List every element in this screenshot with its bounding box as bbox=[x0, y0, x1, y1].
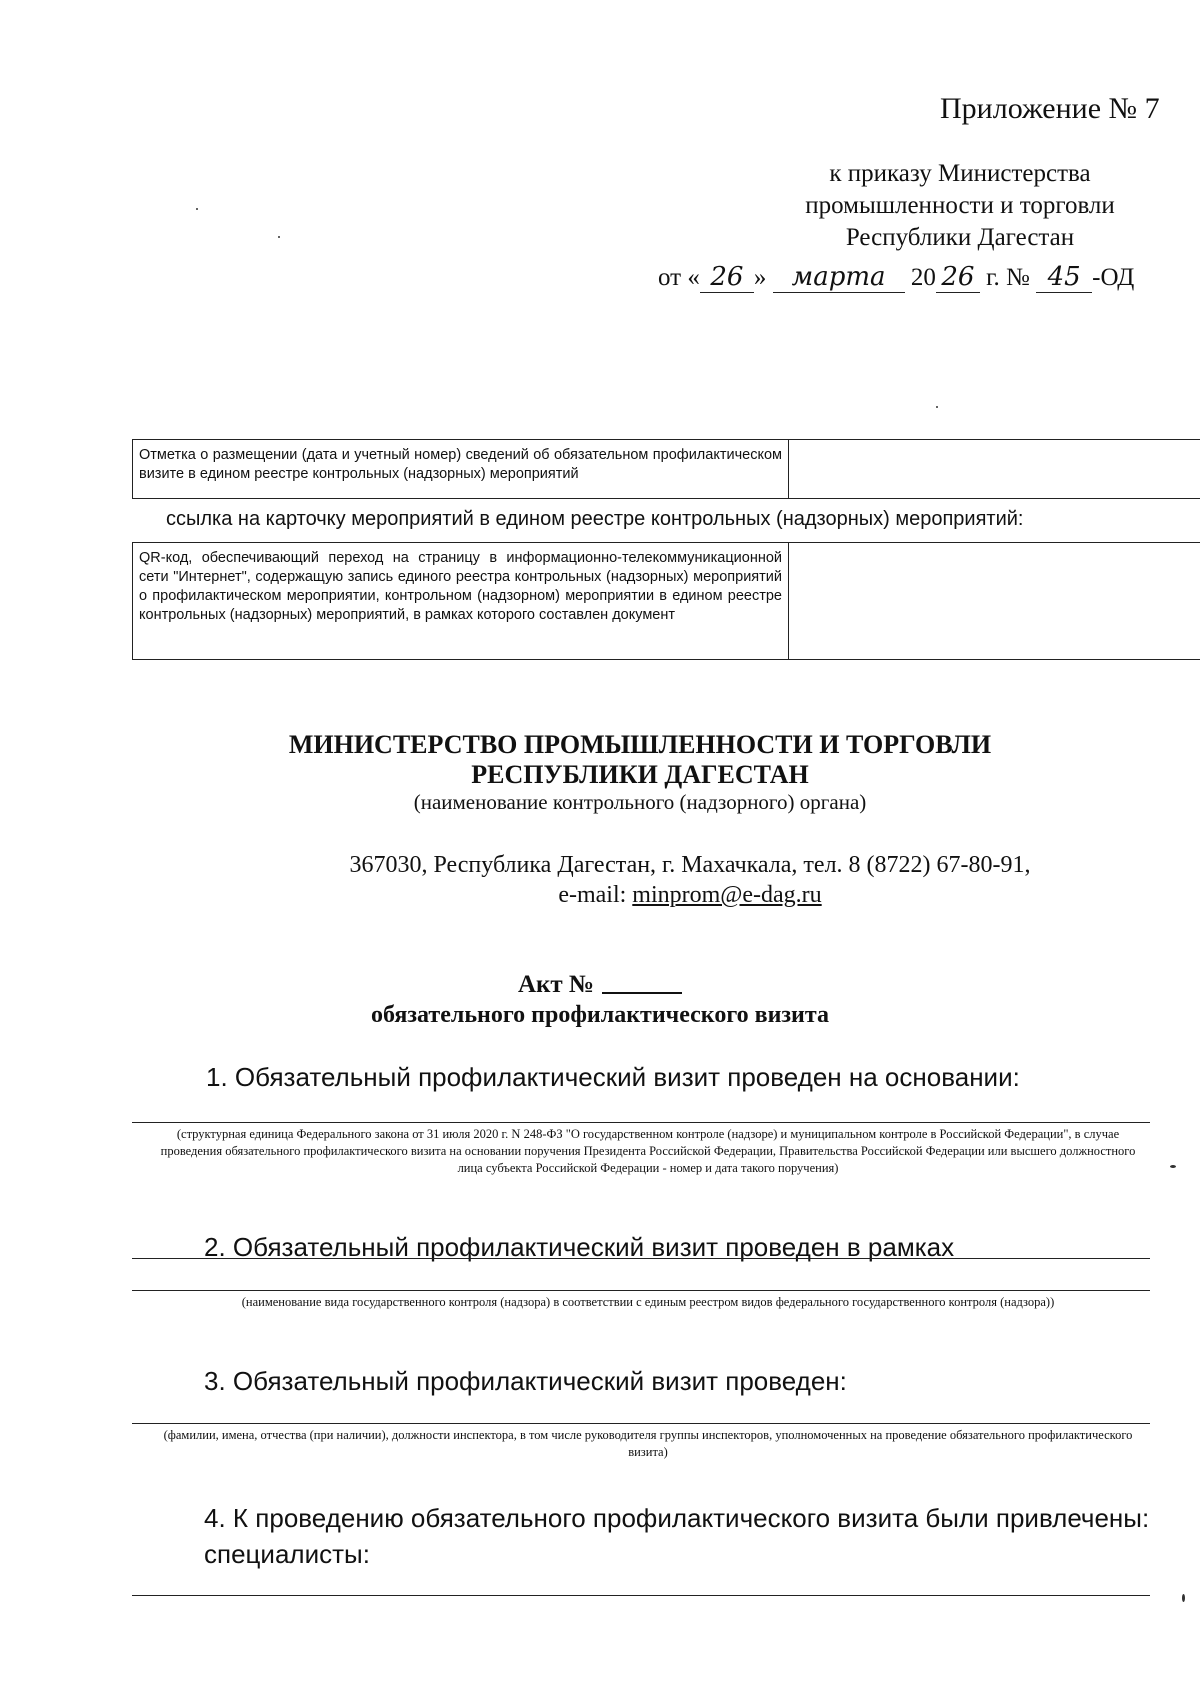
qr-code-label: QR-код, обеспечивающий переход на страницу в информационно-телекоммуникационной сети "Интернет", содержащую запись единого реестра контрольных (надзорных) мероприятий о профилактическом мероприятии, контрольном (надзорном) мероприятии в едином реестре контрольных (надзорных) мероприятий, в рамках которого составлен документ bbox=[133, 543, 789, 659]
section-2-heading: 2. Обязательный профилактический визит проведен в рамках bbox=[204, 1232, 955, 1262]
scan-speck bbox=[1170, 1165, 1176, 1168]
section-3-fill-line bbox=[132, 1423, 1150, 1424]
scan-speck bbox=[936, 406, 938, 408]
ministry-name-line2: РЕСПУБЛИКИ ДАГЕСТАН bbox=[471, 760, 809, 789]
handwritten-order-number: 45 bbox=[1036, 262, 1092, 293]
qr-code-table bbox=[132, 542, 1200, 660]
act-subtitle: обязательного профилактического визита bbox=[371, 1002, 829, 1028]
scan-speck bbox=[278, 236, 280, 238]
section-1-heading: 1. Обязательный профилактический визит проведен на основании: bbox=[206, 1062, 1020, 1092]
email-line bbox=[100, 880, 1200, 910]
section-1-caption: (структурная единица Федерального закона от 31 июля 2020 г. N 248-ФЗ "О государственном контроле (надзоре) и муниципальном контроле в Российской Федерации", в случае проведения обязательного профилактического визита на основании поручения Президента Российской Федерации, Правительства Российской Федерации или высшего должностного лица субъекта Российской Федерации - номер и дата такого поручения) bbox=[160, 1127, 1136, 1175]
section-2-underline bbox=[132, 1258, 1150, 1259]
ministry-name-line1: МИНИСТЕРСТВО ПРОМЫШЛЕННОСТИ И ТОРГОВЛИ bbox=[288, 730, 992, 759]
appendix-title: Приложение № 7 bbox=[940, 92, 1160, 125]
act-number-blank bbox=[602, 968, 682, 994]
registry-mark-table bbox=[132, 439, 1200, 499]
order-date-line bbox=[658, 262, 1134, 293]
registry-link-caption: ссылка на карточку мероприятий в едином реестре контрольных (надзорных) мероприятий: bbox=[166, 508, 1024, 530]
address-line: 367030, Республика Дагестан, г. Махачкала, тел. 8 (8722) 67-80-91, bbox=[349, 852, 1031, 878]
section-3-caption: (фамилии, имена, отчества (при наличии), должности инспектора, в том числе руководителя группы инспекторов, уполномоченных на проведение обязательного профилактического визита) bbox=[163, 1428, 1133, 1459]
ministry-name bbox=[100, 730, 1180, 790]
date-prefix: от « bbox=[658, 264, 700, 291]
section-2-caption: (наименование вида государственного контроля (надзора) в соответствии с единым реестром видов федерального государственного контроля (надзора)) bbox=[241, 1295, 1055, 1309]
handwritten-year: 26 bbox=[936, 262, 980, 293]
section-2-fill-line bbox=[132, 1290, 1150, 1291]
act-title-text: Акт № bbox=[517, 971, 595, 998]
registry-mark-label: Отметка о размещении (дата и учетный номер) сведений об обязательном профилактическом визите в едином реестре контрольных (надзорных) мероприятий bbox=[133, 440, 789, 498]
number-suffix: -ОД bbox=[1092, 264, 1135, 291]
date-mid: » bbox=[753, 264, 767, 291]
ministry-caption: (наименование контрольного (надзорного) органа) bbox=[413, 790, 867, 814]
handwritten-day: 26 bbox=[700, 262, 754, 293]
year-suffix: г. № bbox=[986, 264, 1030, 291]
section-4-heading: 4. К проведению обязательного профилактического визита были привлечены: специалисты: bbox=[204, 1503, 1150, 1569]
email-prefix: e-mail: bbox=[558, 882, 633, 908]
scan-speck bbox=[1182, 1594, 1185, 1602]
email-link[interactable]: minprom@e-dag.ru bbox=[632, 882, 822, 908]
section-1-fill-line bbox=[132, 1122, 1150, 1123]
ministry-address bbox=[100, 850, 1200, 910]
section-4-fill-line bbox=[132, 1595, 1150, 1596]
section-3-heading: 3. Обязательный профилактический визит проведен: bbox=[204, 1366, 847, 1396]
scan-speck bbox=[196, 208, 198, 210]
year-prefix: 20 bbox=[910, 264, 936, 291]
act-title bbox=[0, 968, 1200, 999]
handwritten-month: марта bbox=[773, 262, 905, 293]
order-reference: к приказу Министерства промышленности и торговли Республики Дагестан bbox=[805, 160, 1115, 251]
